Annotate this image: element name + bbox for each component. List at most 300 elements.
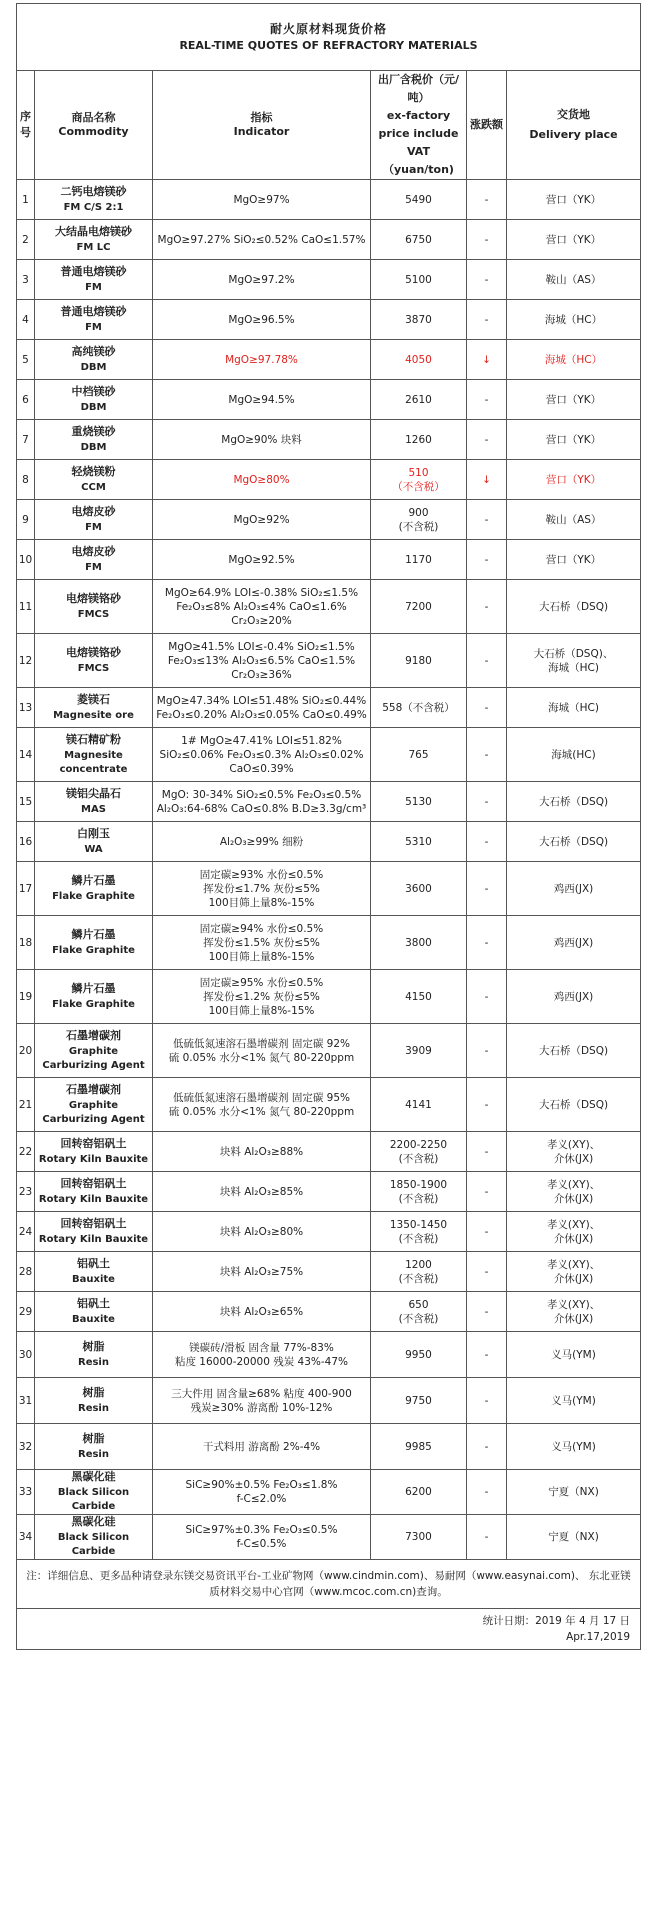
delivery-line: 义马(YM) <box>551 1348 596 1361</box>
commodity-cell <box>35 540 153 580</box>
commodity-cell <box>35 916 153 970</box>
commodity-cell <box>35 1024 153 1078</box>
commodity-name-cn: 石墨增碳剂 <box>66 1028 121 1042</box>
commodity-cell <box>35 420 153 460</box>
table-row <box>17 420 641 460</box>
header-price-line: VAT（yuan/ton) <box>383 145 454 176</box>
commodity-cell <box>35 1212 153 1252</box>
commodity-cell <box>35 180 153 220</box>
delivery-cell <box>507 1292 641 1332</box>
commodity-cell <box>35 782 153 822</box>
change-cell: - <box>467 580 507 634</box>
price-line: (不含税) <box>398 1312 439 1325</box>
commodity-name-cn: 二钙电熔镁砂 <box>60 184 127 198</box>
indicator-line: MgO≥90% 块料 <box>221 433 302 446</box>
price-cell <box>371 1424 467 1470</box>
commodity-name-cn: 黑碳化硅 <box>71 1515 116 1528</box>
commodity-name-en: FM LC <box>76 241 111 253</box>
indicator-line: CaO≤0.39% <box>229 762 294 775</box>
table-row <box>17 1424 641 1470</box>
commodity-name-cn: 铝矾土 <box>77 1256 110 1270</box>
delivery-cell <box>507 634 641 688</box>
indicator-line: 100目筛上量8%-15% <box>208 1004 315 1017</box>
delivery-line: 孝义(XY)、 <box>546 1258 601 1271</box>
indicator-cell <box>153 728 371 782</box>
table-row <box>17 970 641 1024</box>
commodity-cell <box>35 1132 153 1172</box>
indicator-cell <box>153 580 371 634</box>
change-cell: - <box>467 1292 507 1332</box>
delivery-line: 海城（HC） <box>544 313 603 326</box>
commodity-name-en: MAS <box>81 803 106 815</box>
price-line: 9950 <box>405 1348 432 1361</box>
change-cell: - <box>467 1212 507 1252</box>
delivery-line: 大石桥（DSQ) <box>538 795 609 808</box>
delivery-cell <box>507 728 641 782</box>
indicator-line: MgO≥92% <box>233 513 290 526</box>
indicator-cell <box>153 916 371 970</box>
price-cell <box>371 260 467 300</box>
row-number: 20 <box>17 1024 35 1078</box>
commodity-cell <box>35 634 153 688</box>
row-number: 10 <box>17 540 35 580</box>
table-row <box>17 634 641 688</box>
row-number: 9 <box>17 500 35 540</box>
table-row <box>17 1292 641 1332</box>
indicator-line: 固定碳≥94% 水份≤0.5% <box>199 922 324 935</box>
change-cell: - <box>467 1332 507 1378</box>
indicator-line: 镁碳砖/滑板 固含量 77%-83% <box>189 1341 334 1354</box>
indicator-cell <box>153 220 371 260</box>
change-cell: - <box>467 220 507 260</box>
row-number: 2 <box>17 220 35 260</box>
price-line: 4141 <box>405 1098 432 1111</box>
price-cell <box>371 728 467 782</box>
change-cell: - <box>467 540 507 580</box>
row-number: 16 <box>17 822 35 862</box>
indicator-line: MgO≥41.5% LOI≤-0.4% SiO₂≤1.5% <box>168 640 355 653</box>
table-row <box>17 1024 641 1078</box>
commodity-name-cn: 电熔镁铬砂 <box>66 591 121 605</box>
delivery-cell <box>507 540 641 580</box>
commodity-name-en: DBM <box>80 401 107 413</box>
price-cell <box>371 420 467 460</box>
price-cell <box>371 822 467 862</box>
delivery-line: 营口（YK） <box>545 473 602 486</box>
price-cell <box>371 540 467 580</box>
row-number: 6 <box>17 380 35 420</box>
table-row <box>17 380 641 420</box>
delivery-line: 大石桥（DSQ) <box>538 1044 609 1057</box>
row-number: 32 <box>17 1424 35 1470</box>
indicator-line: 挥发份≤1.7% 灰份≤5% <box>203 882 320 895</box>
price-cell <box>371 1378 467 1424</box>
price-line: 6200 <box>405 1486 432 1498</box>
delivery-line: 海城（HC) <box>548 661 599 674</box>
price-cell <box>371 1252 467 1292</box>
change-cell: - <box>467 1515 507 1560</box>
indicator-cell <box>153 1172 371 1212</box>
price-cell <box>371 688 467 728</box>
price-cell <box>371 460 467 500</box>
delivery-cell <box>507 1424 641 1470</box>
commodity-name-en: Rotary Kiln Bauxite <box>38 1193 149 1205</box>
indicator-line: MgO≥97.2% <box>228 273 295 286</box>
indicator-line: SiC≥90%±0.5% Fe₂O₃≤1.8% <box>185 1479 338 1491</box>
delivery-cell <box>507 782 641 822</box>
price-line: 765 <box>408 748 429 761</box>
statistics-date-cn: 统计日期：2019 年 4 月 17 日 <box>482 1615 631 1627</box>
commodity-name-cn: 电熔皮砂 <box>71 544 116 558</box>
indicator-line: 挥发份≤1.2% 灰份≤5% <box>203 990 320 1003</box>
table-row <box>17 1252 641 1292</box>
indicator-line: Fe₂O₃≤13% Al₂O₃≤6.5% CaO≤1.5% <box>167 654 356 667</box>
delivery-line: 宁夏（NX) <box>548 1531 599 1543</box>
indicator-line: f-C≤2.0% <box>236 1493 287 1505</box>
indicator-cell <box>153 540 371 580</box>
indicator-line: MgO≥97% <box>233 193 290 206</box>
commodity-name-cn: 大结晶电熔镁砂 <box>55 224 132 238</box>
change-cell: - <box>467 1378 507 1424</box>
delivery-cell <box>507 1212 641 1252</box>
delivery-cell <box>507 970 641 1024</box>
commodity-name-en: Flake Graphite <box>52 998 135 1010</box>
row-number: 14 <box>17 728 35 782</box>
commodity-name-en: Flake Graphite <box>52 890 135 902</box>
commodity-name-en: DBM <box>80 361 107 373</box>
table-row <box>17 728 641 782</box>
price-line: 1350-1450 <box>389 1218 448 1231</box>
indicator-line: 块料 Al₂O₃≥88% <box>219 1145 304 1158</box>
price-line: 9180 <box>405 654 432 667</box>
commodity-cell <box>35 688 153 728</box>
table-row <box>17 220 641 260</box>
delivery-line: 宁夏（NX) <box>548 1486 599 1498</box>
header-delivery-cn: 交货地 <box>557 108 591 121</box>
commodity-cell <box>35 1252 153 1292</box>
commodity-name-en: CCM <box>81 481 106 493</box>
price-line: 5310 <box>405 835 432 848</box>
price-cell <box>371 380 467 420</box>
header-price-line: price include <box>378 127 459 140</box>
price-cell <box>371 862 467 916</box>
change-cell: - <box>467 300 507 340</box>
commodity-name-en: WA <box>84 843 103 855</box>
indicator-line: MgO≥47.34% LOI≤51.48% SiO₂≤0.44% <box>156 694 367 707</box>
delivery-cell <box>507 220 641 260</box>
change-cell: - <box>467 1470 507 1515</box>
commodity-name-cn: 石墨增碳剂 <box>66 1082 121 1096</box>
commodity-cell <box>35 380 153 420</box>
change-cell: ↓ <box>467 460 507 500</box>
price-line: 5130 <box>405 795 432 808</box>
title-cell <box>17 4 641 71</box>
change-cell: - <box>467 688 507 728</box>
indicator-line: 100目筛上量8%-15% <box>208 950 315 963</box>
price-line: 9985 <box>405 1440 432 1453</box>
footnote: 注：详细信息、更多品种请登录东镁交易资讯平台-工业矿物网（www.cindmin.com)、易耐网（www.easynai.com)、 东北亚镁质材料交易中心官网（www.mcoc.com.cn)查询。 <box>17 1560 641 1609</box>
price-line: 5490 <box>405 193 432 206</box>
table-row <box>17 1332 641 1378</box>
row-number: 17 <box>17 862 35 916</box>
price-line: 2610 <box>405 393 432 406</box>
commodity-name-cn: 树脂 <box>82 1339 105 1353</box>
indicator-line: f-C≤0.5% <box>236 1538 287 1550</box>
table-row <box>17 1078 641 1132</box>
indicator-cell <box>153 460 371 500</box>
price-cell <box>371 300 467 340</box>
indicator-cell <box>153 1515 371 1560</box>
row-number: 28 <box>17 1252 35 1292</box>
indicator-line: 1# MgO≥47.41% LOI≤51.82% <box>181 734 342 747</box>
price-table <box>16 3 641 1650</box>
price-line: 9750 <box>405 1394 432 1407</box>
price-cell <box>371 1024 467 1078</box>
table-row <box>17 300 641 340</box>
indicator-line: MgO≥94.5% <box>228 393 295 406</box>
title-en: REAL-TIME QUOTES OF REFRACTORY MATERIALS <box>179 38 478 52</box>
delivery-line: 鸡西(JX) <box>553 882 594 895</box>
price-cell <box>371 1515 467 1560</box>
delivery-line: 营口（YK） <box>545 393 602 406</box>
table-row <box>17 500 641 540</box>
header-indicator-en: Indicator <box>233 125 290 138</box>
commodity-cell <box>35 460 153 500</box>
indicator-line: 硫 0.05% 水分<1% 氮气 80-220ppm <box>168 1051 355 1064</box>
price-cell <box>371 340 467 380</box>
price-cell <box>371 916 467 970</box>
delivery-line: 海城（HC) <box>548 701 599 714</box>
commodity-name-cn: 电熔皮砂 <box>71 504 116 518</box>
commodity-name-en: Rotary Kiln Bauxite <box>38 1153 149 1165</box>
delivery-line: 鞍山（AS） <box>545 273 602 286</box>
commodity-name-cn: 树脂 <box>82 1431 105 1445</box>
commodity-name-cn: 鳞片石墨 <box>71 981 116 995</box>
indicator-line: Fe₂O₃≤8% Al₂O₃≤4% CaO≤1.6% <box>176 600 347 613</box>
commodity-name-en: Bauxite <box>72 1273 115 1285</box>
delivery-line: 孝义(XY)、 <box>546 1218 601 1231</box>
header-no: 序号 <box>17 71 35 180</box>
change-cell: - <box>467 1132 507 1172</box>
delivery-cell <box>507 688 641 728</box>
indicator-line: 固定碳≥95% 水份≤0.5% <box>199 976 324 989</box>
commodity-cell <box>35 260 153 300</box>
indicator-cell <box>153 782 371 822</box>
row-number: 12 <box>17 634 35 688</box>
change-cell: - <box>467 822 507 862</box>
indicator-cell <box>153 180 371 220</box>
price-cell <box>371 970 467 1024</box>
price-cell <box>371 1078 467 1132</box>
price-sheet <box>16 3 640 1650</box>
indicator-cell <box>153 1378 371 1424</box>
indicator-line: Al₂O₃:64-68% CaO≤0.8% B.D≥3.3g/cm³ <box>156 802 367 815</box>
commodity-name-cn: 高纯镁砂 <box>71 344 116 358</box>
delivery-cell <box>507 420 641 460</box>
commodity-name-en: FM <box>85 561 102 573</box>
table-row <box>17 260 641 300</box>
price-line: 650 <box>408 1298 429 1311</box>
indicator-cell <box>153 862 371 916</box>
statistics-date-en: Apr.17,2019 <box>566 1631 631 1643</box>
delivery-line: 大石桥（DSQ)、 <box>533 647 614 660</box>
table-row <box>17 340 641 380</box>
commodity-name-cn: 镁铝尖晶石 <box>66 786 121 800</box>
delivery-line: 鞍山（AS） <box>545 513 602 526</box>
delivery-line: 介休(JX) <box>553 1192 594 1205</box>
commodity-cell <box>35 1515 153 1560</box>
indicator-line: 块料 Al₂O₃≥75% <box>219 1265 304 1278</box>
delivery-cell <box>507 1172 641 1212</box>
header-price-line: ex-factory <box>386 109 451 122</box>
row-number: 30 <box>17 1332 35 1378</box>
indicator-cell <box>153 1212 371 1252</box>
delivery-cell <box>507 340 641 380</box>
change-cell: - <box>467 420 507 460</box>
delivery-line: 大石桥（DSQ) <box>538 835 609 848</box>
header-commodity <box>35 71 153 180</box>
price-line: (不含税) <box>398 1152 439 1165</box>
indicator-line: 块料 Al₂O₃≥85% <box>219 1185 304 1198</box>
delivery-line: 孝义(XY)、 <box>546 1138 601 1151</box>
commodity-name-cn: 树脂 <box>82 1385 105 1399</box>
indicator-cell <box>153 380 371 420</box>
indicator-cell <box>153 1292 371 1332</box>
commodity-cell <box>35 970 153 1024</box>
price-line: (不含税) <box>398 1232 439 1245</box>
table-row <box>17 1132 641 1172</box>
change-cell: - <box>467 782 507 822</box>
commodity-cell <box>35 500 153 540</box>
price-line: 5100 <box>405 273 432 286</box>
commodity-name-cn: 白刚玉 <box>77 826 110 840</box>
commodity-cell <box>35 340 153 380</box>
change-cell: - <box>467 1424 507 1470</box>
commodity-name-cn: 鳞片石墨 <box>71 873 116 887</box>
change-cell: - <box>467 180 507 220</box>
delivery-line: 营口（YK） <box>545 433 602 446</box>
commodity-cell <box>35 1424 153 1470</box>
price-cell <box>371 220 467 260</box>
delivery-cell <box>507 1470 641 1515</box>
commodity-name-cn: 回转窑铝矾土 <box>60 1216 127 1230</box>
delivery-cell <box>507 180 641 220</box>
change-cell: - <box>467 728 507 782</box>
row-number: 11 <box>17 580 35 634</box>
indicator-line: MgO≥97.27% SiO₂≤0.52% CaO≤1.57% <box>157 233 366 246</box>
commodity-name-cn: 镁石精矿粉 <box>66 732 121 746</box>
commodity-name-en: FM <box>85 321 102 333</box>
table-row <box>17 580 641 634</box>
commodity-name-en: Graphite Carburizing Agent <box>42 1045 145 1071</box>
statistics-date-cell <box>17 1609 641 1650</box>
delivery-line: 大石桥（DSQ) <box>538 1098 609 1111</box>
indicator-line: MgO≥80% <box>233 473 290 486</box>
commodity-name-cn: 普通电熔镁砂 <box>60 304 127 318</box>
indicator-line: 块料 Al₂O₃≥80% <box>219 1225 304 1238</box>
price-line: 7300 <box>405 1531 432 1543</box>
delivery-line: 鸡西(JX) <box>553 936 594 949</box>
delivery-line: 营口（YK） <box>545 193 602 206</box>
commodity-name-en: Bauxite <box>72 1313 115 1325</box>
price-line: 4150 <box>405 990 432 1003</box>
price-cell <box>371 782 467 822</box>
indicator-cell <box>153 1024 371 1078</box>
table-row <box>17 1378 641 1424</box>
delivery-cell <box>507 300 641 340</box>
indicator-line: Al₂O₃≥99% 细粉 <box>219 835 304 848</box>
indicator-cell <box>153 1424 371 1470</box>
commodity-name-en: Resin <box>78 1448 109 1460</box>
row-number: 3 <box>17 260 35 300</box>
price-line: 1200 <box>405 1258 432 1271</box>
indicator-cell <box>153 500 371 540</box>
indicator-line: MgO: 30-34% SiO₂≤0.5% Fe₂O₃≤0.5% <box>161 788 362 801</box>
indicator-line: 挥发份≤1.5% 灰份≤5% <box>203 936 320 949</box>
change-cell: - <box>467 1024 507 1078</box>
change-cell: - <box>467 1078 507 1132</box>
delivery-cell <box>507 500 641 540</box>
indicator-line: 低硫低氮速溶石墨增碳剂 固定碳 95% <box>172 1091 350 1104</box>
price-line: 558（不含税） <box>382 701 455 714</box>
indicator-cell <box>153 634 371 688</box>
delivery-line: 鸡西(JX) <box>553 990 594 1003</box>
commodity-name-en: FMCS <box>77 608 110 620</box>
price-line: 1170 <box>405 553 432 566</box>
commodity-name-en: Graphite Carburizing Agent <box>42 1099 145 1125</box>
indicator-line: SiO₂≤0.06% Fe₂O₃≤0.3% Al₂O₃≤0.02% <box>159 748 364 761</box>
commodity-cell <box>35 220 153 260</box>
header-price <box>371 71 467 180</box>
commodity-name-en: Flake Graphite <box>52 944 135 956</box>
delivery-line: 义马(YM) <box>551 1440 596 1453</box>
indicator-cell <box>153 1078 371 1132</box>
commodity-cell <box>35 580 153 634</box>
delivery-cell <box>507 1515 641 1560</box>
change-cell: - <box>467 380 507 420</box>
indicator-line: 块料 Al₂O₃≥65% <box>219 1305 304 1318</box>
delivery-line: 义马(YM) <box>551 1394 596 1407</box>
change-cell: - <box>467 260 507 300</box>
delivery-cell <box>507 822 641 862</box>
commodity-cell <box>35 1172 153 1212</box>
change-cell: - <box>467 1172 507 1212</box>
price-line: 1260 <box>405 433 432 446</box>
indicator-line: 残炭≥30% 游离酚 10%-12% <box>190 1401 333 1414</box>
indicator-cell <box>153 970 371 1024</box>
price-cell <box>371 1292 467 1332</box>
price-line: 3600 <box>405 882 432 895</box>
indicator-line: 三大件用 固含量≥68% 粘度 400-900 <box>171 1387 352 1400</box>
row-number: 15 <box>17 782 35 822</box>
header-delivery <box>507 71 641 180</box>
indicator-line: 固定碳≥93% 水份≤0.5% <box>199 868 324 881</box>
price-line: 4050 <box>405 353 432 366</box>
indicator-cell <box>153 1252 371 1292</box>
row-number: 19 <box>17 970 35 1024</box>
price-cell <box>371 580 467 634</box>
row-number: 7 <box>17 420 35 460</box>
commodity-name-en: FM <box>85 521 102 533</box>
delivery-line: 介休(JX) <box>553 1272 594 1285</box>
title-cn: 耐火原材料现货价格 <box>270 21 388 36</box>
header-price-line: 出厂含税价（元/吨） <box>377 73 460 104</box>
table-row <box>17 822 641 862</box>
price-line: 6750 <box>405 233 432 246</box>
delivery-line: 介休(JX) <box>553 1232 594 1245</box>
delivery-cell <box>507 1378 641 1424</box>
indicator-cell <box>153 340 371 380</box>
